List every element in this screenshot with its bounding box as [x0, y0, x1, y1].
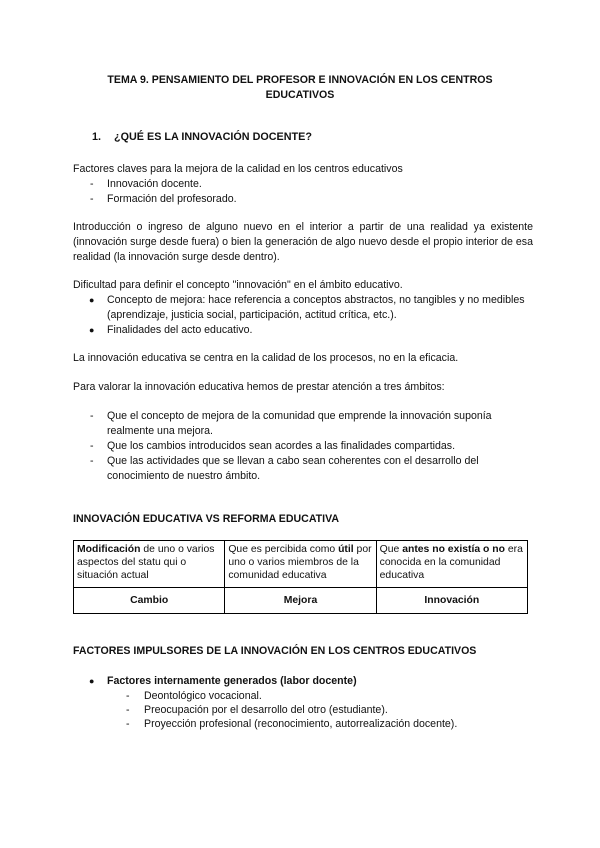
table-cell-text: era conocida en la comunidad educativa: [379, 544, 523, 581]
bullet-marker: ●: [89, 325, 95, 335]
list-item: [73, 409, 533, 439]
table-cell-text: por uno o varios miembros de la comunidad educativa: [228, 544, 372, 581]
list-item-text: Finalidades del acto educativo.: [107, 324, 253, 336]
table-cell-text: Que es percibida como: [228, 544, 339, 555]
list-item: [73, 177, 533, 192]
table-footer-cell: Cambio: [74, 588, 225, 614]
factores-list: [73, 177, 533, 207]
list-item-text: Deontológico vocacional.: [144, 690, 262, 702]
table-cell-bold: útil: [338, 544, 354, 555]
list-item: [73, 454, 533, 484]
dificultad-paragraph: Dificultad para definir el concepto "innovación" en el ámbito educativo.: [73, 279, 403, 291]
list-item-text: Formación del profesorado.: [107, 193, 237, 205]
list-item-text: Innovación docente.: [107, 178, 202, 190]
section-1-title: ¿QUÉ ES LA INNOVACIÓN DOCENTE?: [114, 131, 312, 143]
list-item: [100, 703, 530, 717]
dash-marker: -: [90, 178, 94, 190]
bullet-marker: ●: [89, 295, 95, 305]
table-cell-text: de uno o varios aspectos del statu qui o situación actual: [77, 544, 215, 581]
list-item: [100, 689, 530, 703]
table-row: [74, 541, 528, 588]
section-1-number: 1.: [92, 131, 102, 143]
list-item: [73, 192, 533, 207]
page-title-line-1: TEMA 9. PENSAMIENTO DEL PROFESOR E INNOVACIÓN EN LOS CENTROS: [107, 74, 493, 86]
dash-marker: -: [90, 193, 94, 205]
list-item-text: Proyección profesional (reconocimiento, autorrealización docente).: [144, 718, 458, 730]
bullet-marker: ●: [89, 676, 95, 686]
table-cell-bold: Modificación: [77, 544, 141, 555]
table-footer-cell: Innovación: [376, 588, 527, 614]
table-row: [74, 588, 528, 614]
factores-internos-list: [73, 674, 533, 689]
dificultad-list: [73, 293, 533, 338]
table-footer-cell: Mejora: [225, 588, 376, 614]
table-cell-bold: antes no existía o no: [402, 544, 505, 555]
dash-marker: -: [90, 410, 94, 422]
list-item-text: Que los cambios introducidos sean acordes a las finalidades compartidas.: [107, 440, 456, 452]
page-title: [60, 73, 540, 103]
list-item: [73, 674, 533, 689]
dash-marker: -: [90, 455, 94, 467]
ambitos-list: [73, 409, 533, 484]
section-2-heading: INNOVACIÓN EDUCATIVA VS REFORMA EDUCATIVA: [73, 513, 340, 525]
list-item: [73, 323, 533, 338]
dash-marker: -: [90, 440, 94, 452]
factores-intro-paragraph: Factores claves para la mejora de la calidad en los centros educativos: [73, 163, 403, 175]
list-item: [73, 439, 533, 454]
table-cell: [376, 541, 527, 588]
factores-internos-sublist: [100, 689, 530, 731]
dash-marker: -: [126, 704, 130, 716]
list-item-text: Preocupación por el desarrollo del otro (estudiante).: [144, 704, 388, 716]
section-3-heading: FACTORES IMPULSORES DE LA INNOVACIÓN EN LOS CENTROS EDUCATIVOS: [73, 645, 477, 657]
introduccion-paragraph: Introducción o ingreso de alguno nuevo en el interior a partir de una realidad ya existente (innovación surge desde fuera) o bien la generación de algo nuevo desde el propio interior de esa realidad (la innovación surge desde dentro).: [73, 221, 533, 263]
dash-marker: -: [126, 690, 130, 702]
valorar-paragraph: Para valorar la innovación educativa hemos de prestar atención a tres ámbitos:: [73, 381, 445, 393]
calidad-paragraph: La innovación educativa se centra en la calidad de los procesos, no en la eficacia.: [73, 352, 459, 364]
comparison-table: [73, 540, 528, 614]
list-item: [100, 717, 530, 731]
page-title-line-2: EDUCATIVOS: [265, 89, 335, 101]
table-cell: [225, 541, 376, 588]
list-item-text: Concepto de mejora: hace referencia a conceptos abstractos, no tangibles y no medibles (aprendizaje, justicia social, participación, actitud crítica, etc.).: [107, 294, 525, 321]
list-item-heading: Factores internamente generados (labor docente): [107, 675, 357, 687]
table-cell-text: Que: [379, 544, 403, 555]
table-cell: [74, 541, 225, 588]
list-item-text: Que el concepto de mejora de la comunidad que emprende la innovación suponía realmente una mejora.: [107, 410, 492, 437]
dash-marker: -: [126, 718, 130, 730]
list-item-text: Que las actividades que se llevan a cabo sean coherentes con el desarrollo del conocimiento de nuestro ámbito.: [107, 455, 479, 482]
list-item: [73, 293, 533, 323]
